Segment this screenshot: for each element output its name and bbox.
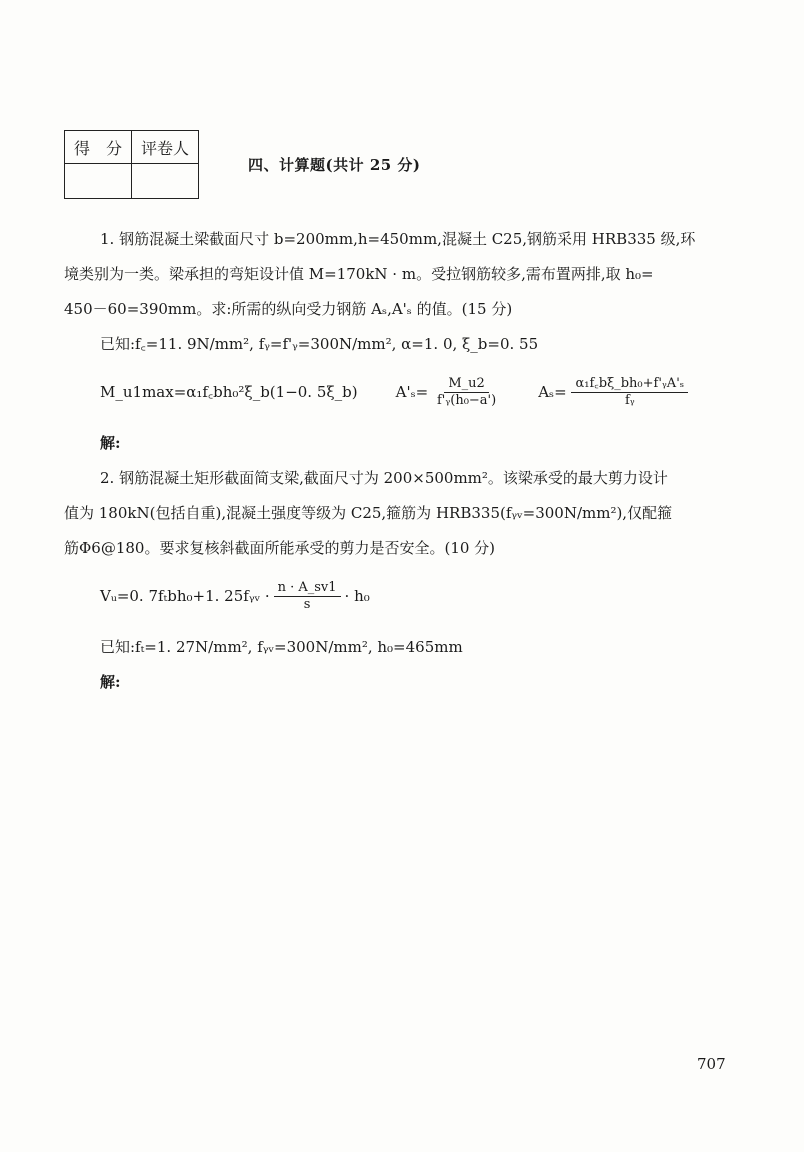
score-header: 得 分 xyxy=(65,131,132,164)
score-cell[interactable] xyxy=(65,164,132,199)
q2-line-1: 2. 钢筋混凝土矩形截面简支梁,截面尺寸为 200×500mm²。该梁承受的最大剪力设计 xyxy=(100,469,668,487)
question-1 xyxy=(64,222,724,461)
question-2 xyxy=(64,461,724,700)
q1-formula-as-prime: A'ₛ= $\frac{M\_u2}{\text{f'ᵧ(h₀−a')}}$ xyxy=(395,376,497,408)
q1-line-3: 450－60=390mm。求:所需的纵向受力钢筋 Aₛ,A'ₛ 的值。(15 分) xyxy=(64,300,513,318)
q1-formula-mu1max: M_u1max=α₁f꜀bh₀²ξ_b(1−0. 5ξ_b) xyxy=(100,382,358,401)
grader-cell[interactable] xyxy=(132,164,199,199)
q2-known: 已知:fₜ=1. 27N/mm², fᵧᵥ=300N/mm², h₀=465mm xyxy=(100,638,463,656)
q1-answer-label: 解: xyxy=(100,434,121,452)
section-title: 四、计算题(共计 25 分) xyxy=(248,156,421,174)
q2-answer-label: 解: xyxy=(100,673,121,691)
page-number: 707 xyxy=(697,1055,726,1073)
q2-line-2: 值为 180kN(包括自重),混凝土强度等级为 C25,箍筋为 HRB335(fᵧᵥ=300N/mm²),仅配箍 xyxy=(64,504,673,522)
q1-line-2: 境类别为一类。梁承担的弯矩设计值 M=170kN · m。受拉钢筋较多,需布置两排,取 h₀= xyxy=(64,265,654,283)
q1-line-1: 1. 钢筋混凝土梁截面尺寸 b=200mm,h=450mm,混凝土 C25,钢筋采用 HRB335 级,环 xyxy=(100,230,696,248)
q2-formula: Vᵤ=0. 7fₜbh₀+1. 25fᵧᵥ · $\frac{n \cdot A\_sv1}{s}$ · h₀ xyxy=(100,579,370,612)
q1-known: 已知:f꜀=11. 9N/mm², fᵧ=f'ᵧ=300N/mm², α=1. 0, ξ_b=0. 55 xyxy=(100,335,539,353)
q1-formulas xyxy=(100,366,724,418)
q2-line-3: 筋Φ6@180。要求复核斜截面所能承受的剪力是否安全。(10 分) xyxy=(64,539,496,557)
questions xyxy=(64,222,724,700)
grader-header: 评卷人 xyxy=(132,131,199,164)
q1-formula-as: Aₛ= $\frac{\text{α₁f꜀bξ\_bh₀+f'ᵧA'ₛ}}{\text{fᵧ}}$ xyxy=(538,375,688,410)
score-table xyxy=(64,130,199,199)
